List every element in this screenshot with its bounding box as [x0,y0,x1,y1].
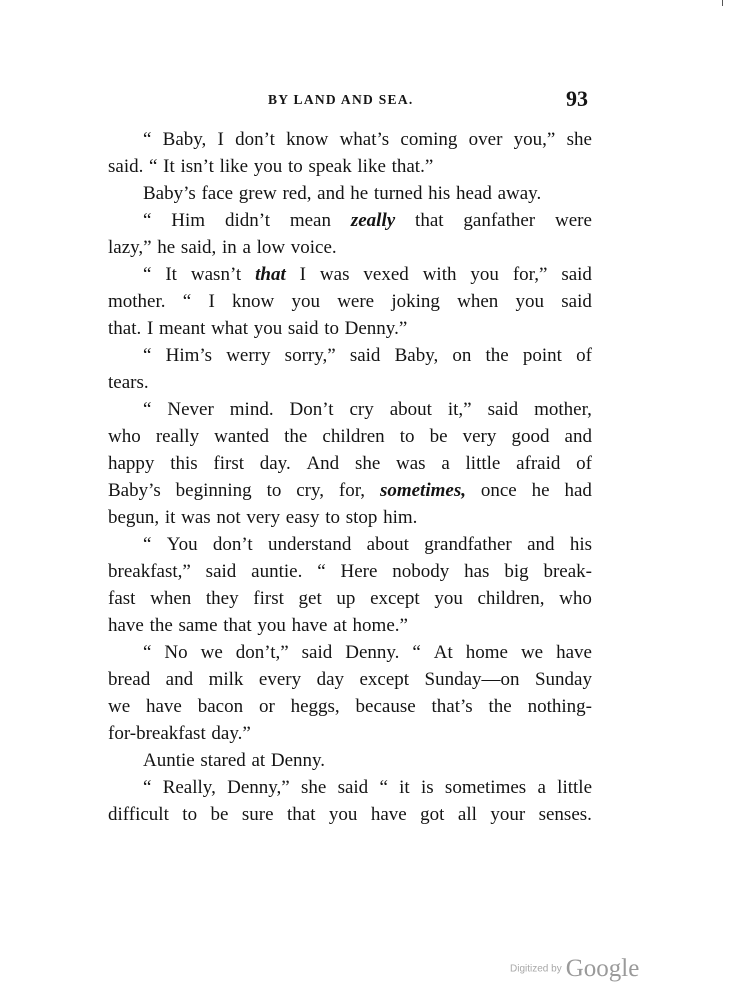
word: to [399,426,415,447]
word: him. [383,507,418,528]
word: day [316,669,344,690]
text-line [108,558,592,585]
scan-edge-mark [722,0,723,6]
word: voice. [290,237,337,258]
word: and [317,183,345,204]
word: point [522,345,562,366]
word: your [490,804,526,825]
word: “ [143,129,152,150]
word: milk [208,669,244,690]
word: head [456,183,492,204]
word: she [566,129,592,150]
word: lazy,” [108,237,152,258]
word: easy [285,507,320,528]
word: be [429,426,448,447]
word: It [163,156,175,177]
text-line [108,801,592,828]
word: home.” [352,615,408,636]
word: for, [338,480,366,501]
word: you [434,588,463,609]
word: at [251,750,266,771]
word: have [556,642,592,663]
word: “ [143,210,152,231]
word: she [354,453,381,474]
text-line [108,315,592,342]
word: No [164,642,188,663]
word: away. [497,183,542,204]
word: “ [379,777,388,798]
word: wasn’t [190,264,242,285]
word: was [181,507,211,528]
text-line [108,666,592,693]
word: to [287,156,303,177]
word: same [178,615,218,636]
word: cry [349,399,374,420]
word: first [253,588,284,609]
word: and [564,426,592,447]
word: Don’t [289,399,334,420]
word: we [200,642,223,663]
word: like [357,156,386,177]
word: mind. [229,399,274,420]
word: Him’s [165,345,213,366]
word: of [576,453,592,474]
word: It [165,264,177,285]
word: this [170,453,198,474]
word: what’s [339,129,390,150]
word: joking [391,291,440,312]
word: have [291,615,328,636]
text-line [108,693,592,720]
word: grew [238,183,277,204]
word: or [258,696,275,717]
word: you [253,156,283,177]
word: “ [317,561,326,582]
word: little [465,453,501,474]
word: vexed [363,264,409,285]
word: ganfather [463,210,536,231]
word: isn’t [180,156,214,177]
text-line [108,180,592,207]
word: don’t [235,129,275,150]
text-line [108,153,592,180]
text-line [108,261,592,288]
word: said [337,777,369,798]
word: Denny,” [227,777,290,798]
text-line [108,639,592,666]
word: not [216,507,241,528]
text-line [108,342,592,369]
word: a [537,777,546,798]
word: Denny. [345,642,400,663]
word: that. [108,318,142,339]
word: begun, [108,507,160,528]
text-line [108,747,592,774]
word: a [242,237,251,258]
word: Here [340,561,378,582]
word: turned [373,183,423,204]
word: difficult [108,804,169,825]
word: heggs, [290,696,340,717]
word: werry [226,345,271,366]
word: the [488,696,512,717]
word: every [258,669,302,690]
word: Really, [162,777,216,798]
body-text [108,126,592,828]
word: breakfast,” [108,561,191,582]
text-line [108,504,592,531]
word: of [576,345,592,366]
word: Baby’s [108,480,161,501]
word: all [457,804,477,825]
word: senses. [538,804,592,825]
word: sometimes [444,777,527,798]
word: to [266,480,282,501]
word: he [350,183,369,204]
word: nothing- [527,696,592,717]
word: I [146,318,154,339]
word: a [441,453,450,474]
word: were [555,210,592,231]
word: sorry,” [284,345,336,366]
word: that [286,804,316,825]
word: bacon [197,696,244,717]
text-line [108,423,592,450]
word: for,” [512,264,548,285]
text-line [108,396,592,423]
word: said [301,642,333,663]
word: break- [543,561,592,582]
word: you [257,615,286,636]
text-line [108,207,592,234]
word: and [165,669,194,690]
word: the [149,615,173,636]
word: mean [289,210,331,231]
text-line [108,288,592,315]
word: what [211,318,249,339]
word: that.” [391,156,434,177]
word: wanted [214,426,270,447]
word: “ [143,534,152,555]
word: you [291,291,320,312]
word: we [108,696,131,717]
word: big [504,561,529,582]
word: said [561,291,592,312]
word: didn’t [224,210,270,231]
word: said, [180,237,217,258]
word: know [286,129,329,150]
word: very [246,507,281,528]
word: stared [200,750,246,771]
word: at [333,615,347,636]
word: were [337,291,375,312]
word: it,” [447,399,472,420]
word: had [564,480,592,501]
word: that [415,210,444,231]
word: “ [143,399,152,420]
word: to [324,318,339,339]
word: beginning [175,480,252,501]
word: I [217,129,224,150]
word: said [561,264,592,285]
word: you,” [513,129,556,150]
word: when [150,588,192,609]
word: the [284,426,308,447]
word: that [223,615,252,636]
word: grandfather [424,534,512,555]
word: stop [345,507,378,528]
word: very [462,426,497,447]
word: he [157,237,176,258]
word: except [370,588,420,609]
word: zeally [350,210,396,231]
word: was [396,453,426,474]
word: At [433,642,453,663]
word: really [155,426,200,447]
word: I [299,264,306,285]
word: said. [108,156,144,177]
word: Him [171,210,206,231]
word: don’t,” [235,642,289,663]
word: said [349,345,381,366]
word: they [205,588,239,609]
word: “ [143,642,152,663]
text-line [108,612,592,639]
word: You [166,534,198,555]
word: cry, [296,480,325,501]
word: to [182,804,198,825]
word: tears. [108,372,149,393]
word: bread [108,669,151,690]
word: know [232,291,275,312]
word: got [420,804,445,825]
word: red, [282,183,312,204]
word: for-breakfast [108,723,206,744]
word: mother, [534,399,592,420]
word: Sunday [534,669,592,690]
word: children [322,426,385,447]
text-line [108,369,592,396]
word: sure [241,804,274,825]
word: Auntie [143,750,195,771]
word: that’s [431,696,473,717]
word: in [221,237,237,258]
word: you [515,291,545,312]
text-line [108,126,592,153]
word: Never [167,399,214,420]
text-line [108,585,592,612]
word: once [480,480,517,501]
word: his [428,183,451,204]
word: “ [412,642,421,663]
text-line [108,477,592,504]
word: don’t [212,534,253,555]
word: “ [149,156,158,177]
word: understand [267,534,352,555]
running-head: BY LAND AND SEA. [268,92,414,107]
word: it [164,507,176,528]
word: who [559,588,592,609]
word: first [213,453,244,474]
word: good [511,426,550,447]
word: speak [308,156,352,177]
word: face [201,183,234,204]
word: she [300,777,327,798]
word: home [465,642,508,663]
word: little [557,777,592,798]
word: was [319,264,350,285]
word: mother. [108,291,166,312]
word: said [287,318,319,339]
word: up [336,588,356,609]
digitized-watermark [510,955,639,983]
text-line [108,774,592,801]
word: on [452,345,472,366]
text-line [108,234,592,261]
word: have [108,615,144,636]
word: Baby, [394,345,439,366]
word: he [531,480,550,501]
word: get [298,588,322,609]
page-number: 93 [566,86,588,111]
word: Baby, [162,129,207,150]
word: over [468,129,503,150]
word: about [366,534,409,555]
word: “ [143,264,152,285]
word: happy [108,453,155,474]
word: children, [477,588,545,609]
word: be [210,804,229,825]
word: you [253,318,283,339]
word: except [359,669,410,690]
word: to [325,507,341,528]
word: coming [400,129,458,150]
text-line [108,720,592,747]
word: “ [182,291,192,312]
word: And [306,453,340,474]
word: day.” [211,723,251,744]
text-line [108,531,592,558]
word: Denny.” [344,318,408,339]
word: nobody [392,561,450,582]
word: “ [143,777,152,798]
word: day. [259,453,291,474]
word: said [205,561,237,582]
word: I [208,291,215,312]
word: we [520,642,544,663]
word: Baby’s [143,183,196,204]
word: the [485,345,509,366]
word: said [487,399,519,420]
word: with [422,264,457,285]
watermark-prefix: Digitized by [510,963,562,975]
text-line [108,450,592,477]
word: you [328,804,358,825]
watermark-brand: Google [565,955,640,982]
word: that [255,264,286,285]
word: low [256,237,286,258]
word: sometimes, [379,480,466,501]
word: when [457,291,499,312]
word: it [399,777,410,798]
word: who [108,426,141,447]
word: his [569,534,592,555]
word: and [527,534,555,555]
word: have [146,696,182,717]
word: fast [108,588,136,609]
word: Denny. [270,750,326,771]
word: about [389,399,432,420]
word: you [470,264,499,285]
word: Sunday—on [424,669,520,690]
word: “ [143,345,152,366]
word: has [464,561,490,582]
word: because [355,696,416,717]
word: is [420,777,434,798]
word: meant [158,318,206,339]
word: afraid [516,453,561,474]
word: like [219,156,249,177]
word: auntie. [251,561,303,582]
word: have [370,804,407,825]
